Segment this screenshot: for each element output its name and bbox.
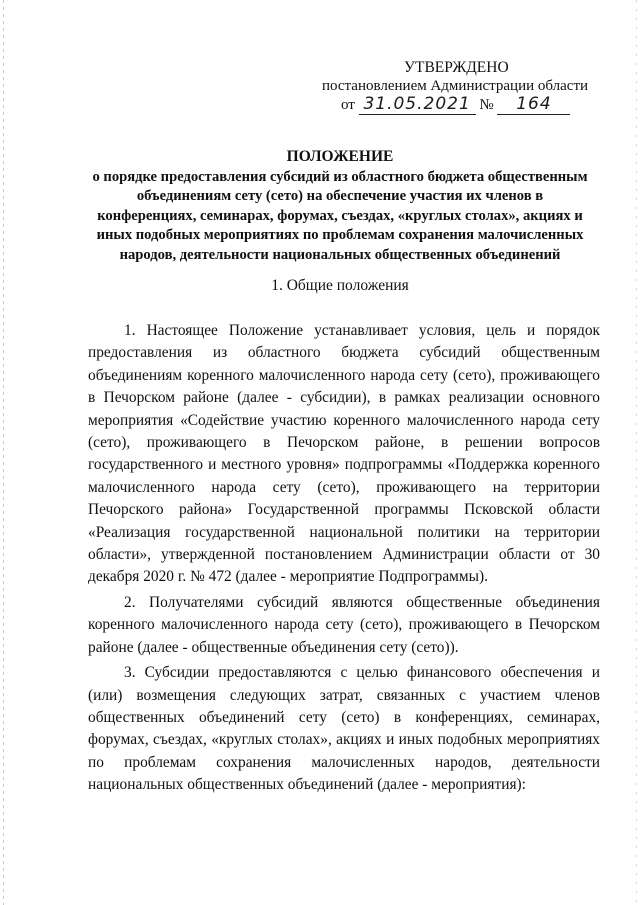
date-prefix: от [341, 97, 355, 113]
approval-stamp-block [320, 58, 620, 115]
subtitle-line: конференциях, семинарах, форумах, съездах, «круглых столах», акциях и [97, 207, 583, 224]
paragraph-2: 2. Получателями субсидий являются общественные объединения коренного малочисленного народа сету (сето), проживающего в Печорском районе (далее - общественные объединения сету (сето)). [88, 593, 600, 656]
subtitle-line: о порядке предоставления субсидий из областного бюджета общественным [92, 168, 588, 185]
document-title-block [70, 147, 610, 265]
approval-heading: УТВЕРЖДЕНО [404, 59, 509, 76]
scan-edge-left [3, 0, 4, 905]
number-field [497, 96, 570, 115]
approval-date-number-line [341, 96, 620, 115]
subtitle-line: народов, деятельности национальных общественных объединений [119, 246, 561, 263]
number-prefix: № [479, 97, 494, 113]
paragraph-3: 3. Субсидии предоставляются с целью финансового обеспечения и (или) возмещения следующих затрат, связанных с участием членов общественных объединений сету (сето) в конференциях, семинарах, форумах, съездах, «круглых столах», акциях и иных подобных мероприятиях по проблемам сохранения малочисленных народов, деятельности национальных общественных объединений (далее - мероприятия): [88, 664, 600, 794]
subtitle-line: иных подобных мероприятиях по проблемам сохранения малочисленных [96, 227, 584, 243]
handwritten-number: 164 [516, 94, 552, 114]
handwritten-date: 31.05.2021 [363, 94, 471, 114]
section-heading: 1. Общие положения [271, 277, 409, 294]
scan-edge-right [636, 0, 637, 905]
approval-by-line: постановлением Администрации области [322, 78, 589, 94]
paragraph-1: 1. Настоящее Положение устанавливает условия, цель и порядок предоставления из областного бюджета субсидий общественным объединениям коренного малочисленного народа сету (сето), проживающего в Печорском районе (далее - субсидии), в рамках реализации основного мероприятия «Содействие участию коренного малочисленного народа сету (сето), проживающего в Печорском районе, в решении вопросов государственного и местного уровня» подпрограммы «Поддержка коренного малочисленного народа сету (сето), проживающего на территории Печорского района» Государственной программы Псковской области «Реализация государственной национальной политики на территории области», утвержденной постановлением Администрации области от 30 декабря 2020 г. № 472 (далее - мероприятие Подпрограммы). [88, 322, 600, 586]
document-title: ПОЛОЖЕНИЕ [286, 148, 394, 165]
subtitle-line: объединениям сету (сето) на обеспечение участия их членов в [136, 188, 544, 204]
document-body [88, 320, 600, 800]
date-field [359, 96, 476, 115]
